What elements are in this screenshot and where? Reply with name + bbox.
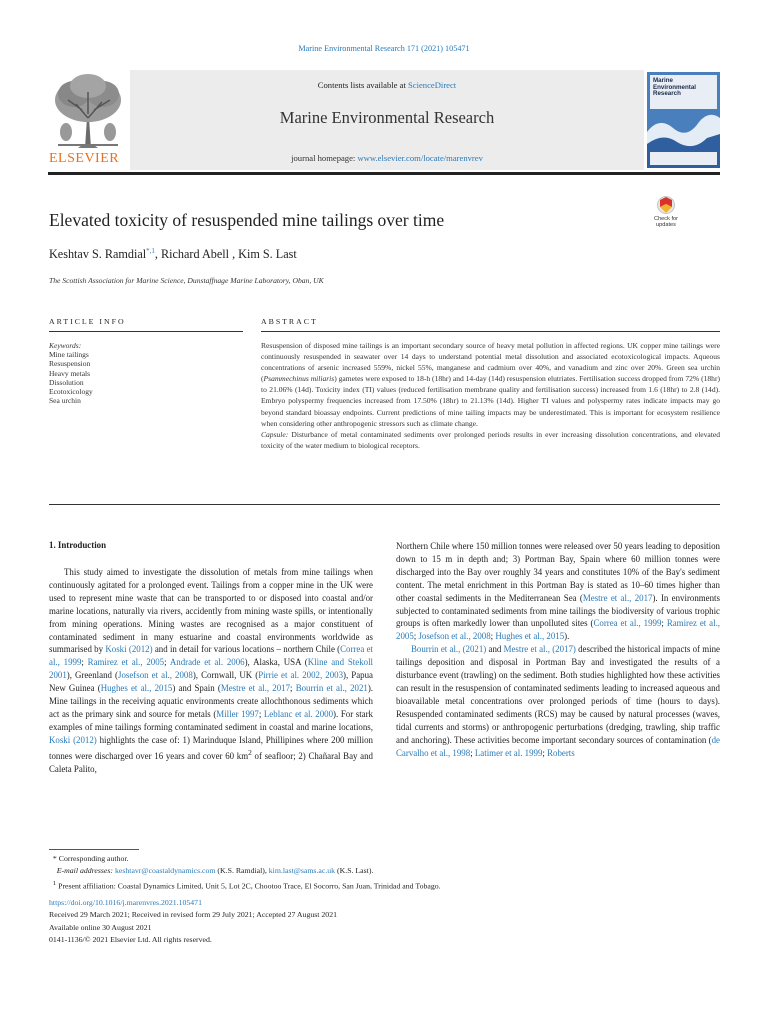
journal-title: Marine Environmental Research (279, 108, 495, 127)
citation-link[interactable]: Hughes et al., 2015 (495, 631, 565, 642)
body-text: ; (413, 631, 419, 642)
journal-cover-thumbnail[interactable] (647, 72, 720, 168)
doi-link[interactable]: https://doi.org/10.1016/j.marenvres.2021.105471 (49, 898, 202, 907)
email-link[interactable]: kim.last@sams.ac.uk (268, 866, 336, 876)
author-affiliation: The Scottish Association for Marine Science, Dunstaffnage Marine Laboratory, Oban, UK (49, 276, 324, 285)
body-text: This study aimed to investigate the dissolution of metals from mine tailings when continuously agitated for a prolonged event. Tailings from a copper mine in the UK were used to represent mine waste that can be transported to or disposed into coastal and/or marine locations, naturally via rivers, accidently from mining waste spills, or intentionally from mining operations. Mining wastes are recognised as a major constituent of contaminated sediment in many estuarine and coastal environments worldwide as summarised by (49, 567, 373, 655)
abstract-text: ) gametes were exposed to 18-h (18hr) and 14-day (14d) resuspension elutriates. Fertilisation success dropped from 72% (18hr) to 21.06% (14d). Toxicity index (TI) values (reduced fertilisation membrane quality and fertilisation success) increased from 1.6 (18hr) to 2.8 (14d). Embryo polyspermy frequencies increased from 17.50% (18hr) to 21.13% (14d). Higher TI values and polyspermy rates indicate impacts may go beyond standard bioassay endpoints. Current predictions of mine tailing impacts may be underestimated. This is important for ecosystem resilience when considering other anthropogenic stressors such as climate change. (261, 374, 720, 428)
species-name: Psammechinus miliaris (263, 374, 335, 384)
footnote-text: (K.S. Ramdial), (215, 866, 269, 876)
citation-link[interactable]: Mestre et al., 2017 (582, 592, 653, 603)
citation-link[interactable]: Josefson et al., 2008 (418, 631, 491, 642)
keyword-item: Resuspension (49, 359, 91, 369)
keyword-item: Ecotoxicology (49, 387, 93, 397)
superscript: 2 (248, 747, 252, 757)
citation-link[interactable]: Koski (2012) (49, 734, 97, 745)
contents-prefix: Contents lists available at (317, 80, 408, 90)
publication-info (49, 897, 720, 947)
footnote-corresponding (49, 853, 720, 865)
citation-link[interactable]: Mestre et al., (2017) (503, 644, 576, 655)
citation-link[interactable]: Kline and Stekoll 2001 (49, 657, 373, 681)
citation-link[interactable]: de Carvalho et al., 1998 (396, 734, 720, 758)
article-title: Elevated toxicity of resuspended mine tailings over time (49, 210, 445, 230)
journal-reference-link[interactable]: Marine Environmental Research 171 (2021) 105471 (298, 44, 470, 53)
keyword-item: Heavy metals (49, 368, 91, 378)
elsevier-logo[interactable] (48, 70, 128, 170)
footnote-emails (49, 865, 720, 877)
citation-link[interactable]: Hughes et al., 2015 (100, 683, 173, 694)
keywords-label: Keywords: (49, 341, 82, 350)
body-column-right (396, 540, 720, 759)
check-for-updates-badge[interactable] (646, 196, 686, 236)
body-text: ), Alaska, USA ( (244, 657, 308, 668)
intro-paragraph (396, 643, 720, 759)
sciencedirect-link[interactable]: ScienceDirect (408, 80, 457, 90)
citation-link[interactable]: Andrade et al. 2006 (169, 657, 245, 668)
body-text: highlights the case of: 1) Marinduque Island, Phillipines where 200 million tonnes were discharged over 16 years and cover 60 km (49, 734, 373, 761)
footnote-text: Present affiliation: Coastal Dynamics Limited, Unit 5, Lot 2C, Chootoo Trace, El Socorro, San Juan, Trinidad and Tobago. (56, 881, 441, 891)
body-text: ; (258, 708, 264, 719)
body-text: ; (490, 631, 496, 642)
keyword-item: Sea urchin (49, 396, 81, 406)
received-dates: Received 29 March 2021; Received in revised form 29 July 2021; Accepted 27 August 2021 (49, 910, 337, 920)
citation-link[interactable]: Leblanc et al. 2000 (263, 708, 334, 719)
crossmark-icon (646, 196, 686, 216)
body-text: described the historical impacts of mine tailings deposition and disposal in Portman Bay and investigated the results of a disturbance event (trawling) on the sediment. Both studies highlighted how these activities can result in the resuspension of contaminated sediments leading to increased aqueous and bioavailable metal concentrations over prolonged periods of time (hours to days). Resuspended contaminated sediments (RCS) may be caused by natural processes (waves, tidal currents and storms) or anthropogenic perturbations (dredging, trawling, ship traffic and anchoring). These activities become important secondary sources of contamination ( (396, 644, 720, 745)
author-marks[interactable]: *,1 (146, 247, 155, 255)
body-text: ; (290, 683, 296, 694)
elsevier-wordmark: ELSEVIER (49, 151, 120, 166)
crossmark-label: Check for updates (654, 216, 678, 228)
body-text: ). Mine tailings in the receiving aquatic environments create allochthonous sediments which act as the primary sink and source for metals ( (49, 683, 374, 719)
body-text: ) and Spain ( (172, 683, 221, 694)
other-authors[interactable]: , Richard Abell , Kim S. Last (154, 247, 297, 262)
body-text: Northern Chile where 150 million tonnes were released over 50 years leading to deposition down to 15 m in depth and; 3) Portman Bay, Spain where 60 million tonnes were discharged into the Bay over roughly 34 years and constitutes 10% of the Bay's sediment content. The metal enrichment in this Portman Bay is stated as 10–60 times higher than other coastal sediments in the Mediterranean Sea ( (396, 541, 720, 603)
abstract-paragraph (261, 340, 720, 429)
journal-header-box (130, 70, 644, 170)
footnote-text: (K.S. Last). (335, 866, 374, 876)
body-text: ; (470, 747, 475, 758)
masthead-rule (48, 172, 720, 175)
body-text: ; (542, 747, 548, 758)
elsevier-tree-icon (48, 70, 128, 152)
contents-line (130, 80, 644, 90)
email-link[interactable]: keshtavr@coastaldynamics.com (114, 866, 216, 876)
body-text: ). For stark examples of mine tailings forming contaminated sediment in coastal and marine locations, (49, 708, 373, 732)
online-date: Available online 30 August 2021 (49, 922, 152, 932)
body-text: ; (661, 618, 667, 629)
citation-link[interactable]: Correa et al., 1999 (593, 618, 662, 629)
copyright-line: 0141-1136/© 2021 Elsevier Ltd. All rights reserved. (49, 935, 212, 945)
footnote-rule (49, 849, 139, 850)
intro-paragraph (49, 566, 373, 775)
body-text: ), Greenland ( (66, 670, 118, 681)
intro-paragraph (396, 540, 720, 643)
homepage-line (130, 153, 644, 163)
body-text: ; (164, 657, 170, 668)
body-text: ; (81, 657, 88, 668)
body-text: ). (564, 631, 570, 642)
citation-link[interactable]: Bourrin et al., (2021) (411, 644, 487, 655)
introduction-heading: 1. Introduction (49, 540, 107, 550)
body-text: and in detail for various locations – northern Chile ( (152, 644, 341, 655)
citation-link[interactable]: Correa et al., 1999 (49, 644, 373, 668)
abstract-heading: ABSTRACT (261, 317, 318, 326)
author-list (49, 247, 297, 262)
footnote-present-affiliation (49, 878, 720, 893)
citation-link[interactable]: Josefson et al., 2008 (118, 670, 193, 681)
keyword-item: Mine tailings (49, 350, 89, 360)
citation-link[interactable]: Ramirez et al., 2005 (396, 618, 721, 642)
abstract-end-rule (49, 504, 720, 505)
citation-link[interactable]: Pirrie et al. 2002, 2003 (258, 670, 344, 681)
abstract-text: Resuspension of disposed mine tailings is an important secondary source of heavy metal pollution in affected regions. UK copper mine tailings were continuously resuspended in seawater over 14 days to understand potential metal dissolution and associated ecotoxicological impacts. Aqueous concentrations of arsenic increased 559%, nickel 55%, manganese and cadmium over 40%, and vanadium and zinc over 20%. Green sea urchin ( (261, 341, 720, 384)
citation-link[interactable]: Bourrin et al., 2021 (295, 683, 368, 694)
citation-link[interactable]: Mestre et al., 2017 (220, 683, 291, 694)
body-text: ). In environments subjected to contaminated sediments from mine tailings the biodiversity of various trophic groups is often markedly lower than unpolluted sites ( (396, 592, 720, 629)
abstract-rule (261, 331, 720, 332)
capsule-label: Capsule: (261, 429, 289, 439)
article-info-rule (49, 331, 243, 332)
footnote-text: Corresponding author. (56, 854, 129, 863)
citation-link[interactable]: Roberts (547, 747, 575, 758)
abstract-body (261, 340, 720, 451)
body-text: of seafloor; 2) Chañaral Bay and Caleta Palito, (49, 750, 373, 774)
body-text: ), Cornwall, UK ( (192, 670, 259, 681)
footnote-mark: 1 (52, 879, 57, 887)
capsule-text: Disturbance of metal contaminated sediments over prolonged periods results in ever increasing dissolution concentrations, and elevated toxicity of the water medium to biological receptors. (261, 429, 720, 450)
cover-title: Marine Environmental Research (653, 77, 696, 98)
body-column-left (49, 566, 373, 775)
email-label: E-mail addresses: (56, 866, 114, 876)
footnote-mark: * (52, 854, 57, 863)
keywords-list (49, 341, 239, 405)
citation-link[interactable]: Miller 1997 (216, 708, 259, 719)
journal-homepage-link[interactable]: www.elsevier.com/locate/marenvrev (357, 153, 483, 163)
homepage-prefix: journal homepage: (291, 153, 358, 163)
citation-link[interactable]: Koski (2012) (105, 644, 153, 655)
citation-link[interactable]: Latimer et al. 1999 (474, 747, 543, 758)
journal-masthead (48, 70, 720, 170)
body-text: ), Papua New Guinea ( (49, 670, 373, 694)
article-info-heading: ARTICLE INFO (49, 317, 126, 326)
keyword-item: Dissolution (49, 377, 84, 387)
abstract-capsule (261, 429, 720, 451)
author-ramdial[interactable]: Keshtav S. Ramdial (49, 247, 147, 262)
body-text: and (486, 644, 504, 655)
footnotes (49, 853, 720, 892)
citation-link[interactable]: Ramirez et al., 2005 (87, 657, 165, 668)
